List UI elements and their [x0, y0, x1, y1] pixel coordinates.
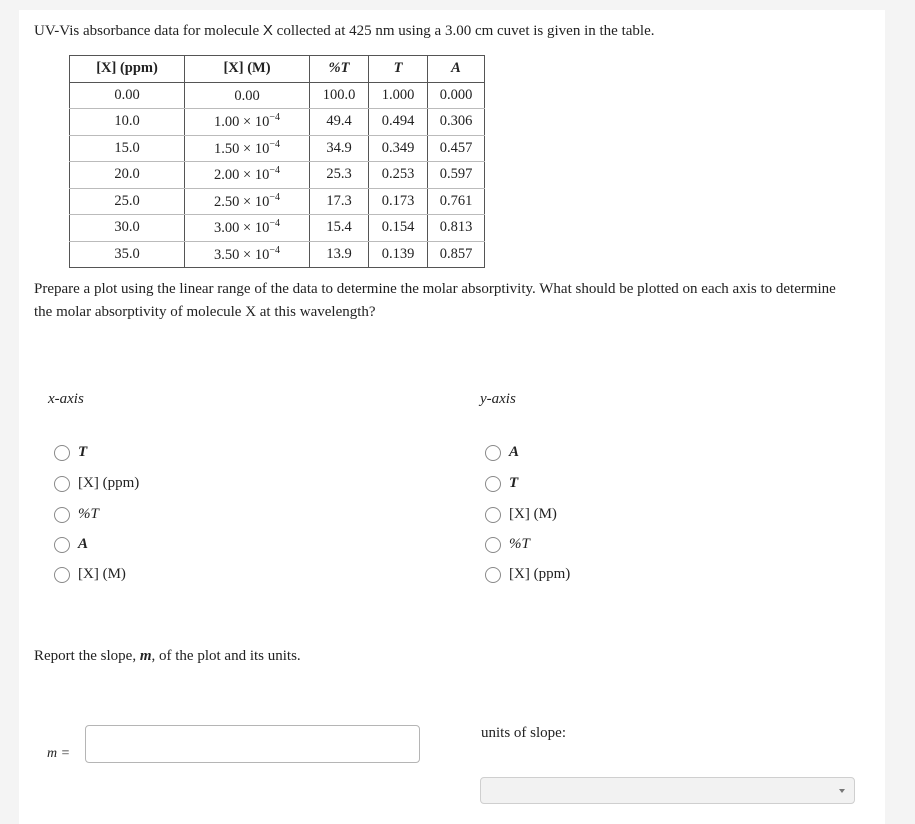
radio-button[interactable] [485, 507, 501, 523]
y-axis-label: y-axis [480, 391, 516, 407]
cell-molar: $2.00 \times 10^{-4}$ [185, 162, 310, 189]
molecule-name: X [262, 22, 273, 39]
cell-molar: $1.00 \times 10^{-4}$ [185, 109, 310, 136]
cell-molar: $3.50 \times 10^{-4}$ [185, 241, 310, 268]
radio-button[interactable] [485, 567, 501, 583]
y-option-ppm[interactable]: [X] (ppm) [485, 566, 570, 583]
question-text: Prepare a plot using the linear range of the data to determine the molar absorptivity. What should be plotted on each axis to determine the molar absorptivity of molecule X at this wavelength? [34, 281, 836, 320]
cell-a: 0.813 [428, 215, 485, 242]
table-row [70, 135, 485, 162]
x-option-ppm[interactable]: [X] (ppm) [54, 475, 139, 492]
cell-molar: $2.50 \times 10^{-4}$ [185, 188, 310, 215]
cell-molar: 0.00 [185, 82, 310, 109]
table-row [70, 82, 485, 109]
header-a: A [428, 56, 485, 83]
y-option-t[interactable]: T [485, 475, 518, 492]
cell-ppm: 30.0 [70, 215, 185, 242]
cell-a: 0.597 [428, 162, 485, 189]
cell-ppm: 10.0 [70, 109, 185, 136]
cell-ppm: 0.00 [70, 82, 185, 109]
x-option-t[interactable]: T [54, 444, 87, 461]
cell-ppm: 35.0 [70, 241, 185, 268]
radio-button[interactable] [485, 445, 501, 461]
header-ppm: [X] (ppm) [70, 56, 185, 83]
table-row [70, 188, 485, 215]
cell-ppm: 15.0 [70, 135, 185, 162]
cell-t: 0.349 [369, 135, 428, 162]
cell-a: 0.457 [428, 135, 485, 162]
header-t: T [369, 56, 428, 83]
x-option-a[interactable]: A [54, 536, 88, 553]
header-percent-t: %T [310, 56, 369, 83]
cell-a: 0.000 [428, 82, 485, 109]
radio-button[interactable] [54, 476, 70, 492]
radio-button[interactable] [54, 537, 70, 553]
cell-percent-t: 100.0 [310, 82, 369, 109]
cell-percent-t: 13.9 [310, 241, 369, 268]
radio-button[interactable] [54, 507, 70, 523]
cell-a: 0.306 [428, 109, 485, 136]
cell-t: 0.173 [369, 188, 428, 215]
table-row [70, 215, 485, 242]
cell-t: 0.139 [369, 241, 428, 268]
cell-molar: $1.50 \times 10^{-4}$ [185, 135, 310, 162]
cell-percent-t: 17.3 [310, 188, 369, 215]
radio-button[interactable] [485, 476, 501, 492]
x-option-percent-t[interactable]: %T [54, 506, 99, 523]
question-card [19, 10, 885, 824]
cell-percent-t: 15.4 [310, 215, 369, 242]
x-option-molar[interactable]: [X] (M) [54, 566, 126, 583]
slope-variable: m [139, 648, 152, 664]
table-header-row [70, 56, 485, 83]
radio-button[interactable] [54, 445, 70, 461]
cell-t: 0.494 [369, 109, 428, 136]
chevron-down-icon [839, 789, 845, 793]
table-row [70, 241, 485, 268]
cell-percent-t: 49.4 [310, 109, 369, 136]
cell-molar: $3.00 \times 10^{-4}$ [185, 215, 310, 242]
absorbance-table [69, 55, 485, 268]
cell-a: 0.761 [428, 188, 485, 215]
y-option-a[interactable]: A [485, 444, 519, 461]
units-select[interactable] [480, 777, 855, 804]
cell-t: 0.154 [369, 215, 428, 242]
slope-label: m = [47, 746, 71, 761]
slope-input[interactable] [85, 725, 420, 763]
header-molar: [X] (M) [185, 56, 310, 83]
cell-t: 1.000 [369, 82, 428, 109]
cell-ppm: 20.0 [70, 162, 185, 189]
radio-button[interactable] [54, 567, 70, 583]
table-row [70, 109, 485, 136]
radio-button[interactable] [485, 537, 501, 553]
cell-t: 0.253 [369, 162, 428, 189]
cell-ppm: 25.0 [70, 188, 185, 215]
y-option-molar[interactable]: [X] (M) [485, 506, 557, 523]
intro-text: UV-Vis absorbance data for molecule X collected at 425 nm using a 3.00 cm cuvet is given in the table. [34, 22, 655, 39]
report-instruction: Report the slope, m, of the plot and its units. [34, 648, 301, 664]
cell-percent-t: 34.9 [310, 135, 369, 162]
units-label: units of slope: [481, 725, 566, 741]
y-option-percent-t[interactable]: %T [485, 536, 530, 553]
x-axis-label: x-axis [48, 391, 84, 407]
cell-percent-t: 25.3 [310, 162, 369, 189]
table-row [70, 162, 485, 189]
cell-a: 0.857 [428, 241, 485, 268]
